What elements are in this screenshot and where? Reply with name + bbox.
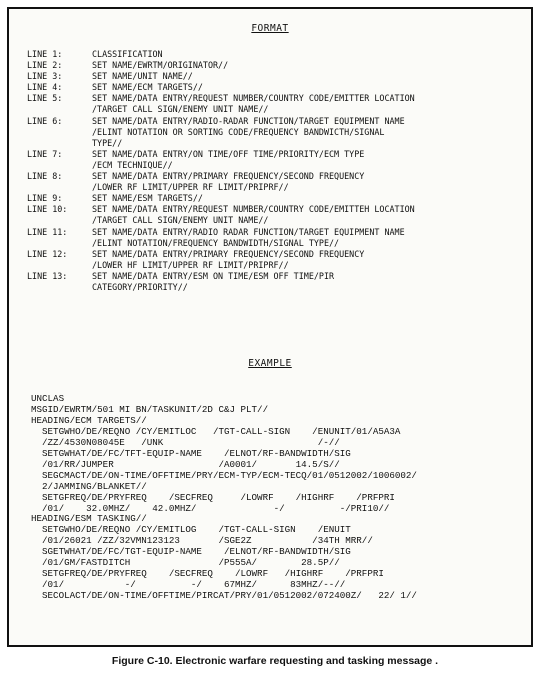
format-line bbox=[27, 93, 525, 104]
format-line-text: SET NAME/EWRTM/ORIGINATOR// bbox=[92, 60, 229, 71]
example-line: /ZZ/4530N08045E /UNK /-// bbox=[31, 436, 340, 448]
format-line bbox=[27, 104, 525, 115]
example-line: SEGCMACT/DE/ON-TIME/OFFTIME/PRY/ECM-TYP/ECM-TECQ/01/0512002/1006002/ bbox=[31, 469, 417, 481]
example-heading: EXAMPLE bbox=[248, 358, 292, 369]
format-line-label: LINE 8: bbox=[27, 171, 63, 182]
format-line-text: TYPE// bbox=[92, 137, 123, 148]
format-line bbox=[27, 60, 525, 71]
format-line-text: SET NAME/DATA ENTRY/RADIO-RADAR FUNCTION/TARGET EQUIPMENT NAME bbox=[92, 115, 405, 126]
format-line-text: /LOWER RF LIMIT/UPPER RF LIMIT/PRIPRF// bbox=[92, 182, 289, 193]
format-line-text: SET NAME/DATA ENTRY/REQUEST NUMBER/COUNTRY CODE/EMITTEH LOCATION bbox=[92, 204, 415, 215]
format-line-label: LINE 6: bbox=[27, 115, 63, 126]
format-line-label: LINE 3: bbox=[27, 71, 63, 82]
format-line bbox=[27, 138, 525, 149]
format-line-label: LINE 1: bbox=[27, 49, 63, 59]
example-line: /01/GM/FASTDITCH /P555A/ 28.5P// bbox=[31, 557, 340, 569]
format-line-label: LINE 7: bbox=[27, 148, 63, 159]
format-line bbox=[27, 149, 525, 160]
format-line-label bbox=[27, 182, 92, 193]
format-line-label bbox=[27, 138, 92, 149]
format-line bbox=[27, 249, 525, 260]
format-line-label bbox=[27, 238, 92, 249]
format-line-label: LINE 12: bbox=[27, 248, 68, 259]
example-line: SGETWHAT/DE/FC/TGT-EQUIP-NAME /ELNOT/RF-BANDWIDTH/SIG bbox=[31, 546, 351, 558]
format-line bbox=[27, 238, 525, 249]
example-line: SETGWHAT/DE/FC/TFT-EQUIP-NAME /ELNOT/RF-BANDWIDTH/SIG bbox=[31, 447, 351, 459]
format-line-text: /ELINT NOTATION/FREQUENCY BANDWIDTH/SIGNAL TYPE// bbox=[92, 237, 340, 248]
format-line-label bbox=[27, 127, 92, 138]
format-line bbox=[27, 127, 525, 138]
format-line-text: /LOWER HF LIMIT/UPPER RF LIMIT/PRIPRF// bbox=[92, 259, 289, 270]
format-line-text: /TARGET CALL SIGN/ENEMY UNIT NAME// bbox=[92, 104, 269, 115]
format-line bbox=[27, 49, 525, 60]
format-line bbox=[27, 171, 525, 182]
format-line-label bbox=[27, 282, 92, 293]
format-line-label: LINE 2: bbox=[27, 60, 63, 71]
example-line: MSGID/EWRTM/501 MI BN/TASKUNIT/2D C&J PLT// bbox=[31, 403, 269, 415]
format-line-text: SET NAME/DATA ENTRY/RADIO RADAR FUNCTION/TARGET EQUIPMENT NAME bbox=[92, 226, 405, 237]
format-line-text: SET NAME/ESM TARGETS// bbox=[92, 193, 203, 204]
format-line-text: SET NAME/DATA ENTRY/ON TIME/OFF TIME/PRIORITY/ECM TYPE bbox=[92, 148, 365, 159]
format-line-text: SET NAME/DATA ENTRY/ESM ON TIME/ESM OFF TIME/PIR bbox=[92, 270, 335, 281]
format-line bbox=[27, 204, 525, 215]
example-line: 2/JAMMING/BLANKET// bbox=[31, 480, 147, 492]
figure-frame bbox=[7, 7, 533, 647]
format-line bbox=[27, 260, 525, 271]
format-line bbox=[27, 193, 525, 204]
format-line-text: /TARGET CALL SIGN/ENEMY UNIT NAME// bbox=[92, 215, 269, 226]
format-line bbox=[27, 82, 525, 93]
format-line-text: /ECM TECHNIQUE// bbox=[92, 159, 173, 170]
format-line-label bbox=[27, 260, 92, 271]
format-line-text: CLASSIFICATION bbox=[92, 49, 163, 59]
format-line bbox=[27, 282, 525, 293]
format-line-label: LINE 5: bbox=[27, 93, 63, 104]
example-line: /01/26021 /ZZ/32VMN123123 /SGE2Z /34TH MRR// bbox=[31, 535, 373, 547]
example-line: SETGFREQ/DE/PRYFREQ /SECFREQ /LOWRF /HIGHRF /PRFPRI bbox=[31, 568, 384, 580]
format-line-text: SET NAME/DATA ENTRY/REQUEST NUMBER/COUNTRY CODE/EMITTER LOCATION bbox=[92, 93, 415, 104]
format-line-text: CATEGORY/PRIORITY// bbox=[92, 281, 188, 292]
format-heading: FORMAT bbox=[251, 23, 289, 34]
example-line: SETGWHO/DE/REQNO /CY/EMITLOG /TGT-CALL-SIGN /ENUIT bbox=[31, 524, 351, 536]
format-line-label bbox=[27, 104, 92, 115]
format-line bbox=[27, 182, 525, 193]
format-line bbox=[27, 71, 525, 82]
format-line-label: LINE 9: bbox=[27, 193, 63, 204]
format-line-label bbox=[27, 215, 92, 226]
figure-caption: Figure C-10. Electronic warfare requesting and tasking message . bbox=[111, 655, 439, 667]
example-line: /01/ -/ -/ 67MHZ/ 83MHZ/--// bbox=[31, 579, 346, 591]
example-line: SETGFREQ/DE/PRYFREQ /SECFREQ /LOWRF /HIGHRF /PRFPRI bbox=[31, 491, 395, 503]
format-line-label bbox=[27, 160, 92, 171]
format-line-label: LINE 10: bbox=[27, 204, 68, 215]
format-section bbox=[27, 49, 525, 293]
format-line-label: LINE 11: bbox=[27, 226, 68, 237]
example-line: HEADING/ESM TASKING// bbox=[31, 513, 147, 525]
format-line-text: SET NAME/UNIT NAME// bbox=[92, 71, 193, 82]
format-line bbox=[27, 271, 525, 282]
format-line bbox=[27, 116, 525, 127]
format-line bbox=[27, 160, 525, 171]
format-line-text: /ELINT NOTATION OR SORTING CODE/FREQUENCY BANDWICTH/SIGNAL bbox=[92, 126, 385, 137]
format-line-text: SET NAME/ECM TARGETS// bbox=[92, 82, 203, 93]
example-line: HEADING/ECM TARGETS// bbox=[31, 414, 147, 426]
example-line: UNCLAS bbox=[31, 393, 65, 404]
example-line: /01/RR/JUMPER /A0001/ 14.5/S// bbox=[31, 458, 340, 470]
format-line-text: SET NAME/DATA ENTRY/PRIMARY FREQUENCY/SECOND FREQUENCY bbox=[92, 171, 365, 182]
format-line-label: LINE 4: bbox=[27, 82, 63, 93]
example-line: /01/ 32.0MHZ/ 42.0MHZ/ -/ -/PRI10// bbox=[31, 502, 390, 514]
example-section bbox=[31, 394, 527, 602]
format-line-text: SET NAME/DATA ENTRY/PRIMARY FREQUENCY/SECOND FREQUENCY bbox=[92, 248, 365, 259]
example-line: SETGWHO/DE/REQNO /CY/EMITLOC /TGT-CALL-SIGN /ENUNIT/01/A5A3A bbox=[31, 425, 401, 437]
format-line bbox=[27, 227, 525, 238]
format-line-label: LINE 13: bbox=[27, 270, 68, 281]
format-line bbox=[27, 215, 525, 226]
example-line: SECOLACT/DE/ON-TIME/OFFTIME/PIRCAT/PRY/01/0512002/072400Z/ 22/ 1// bbox=[31, 590, 417, 602]
